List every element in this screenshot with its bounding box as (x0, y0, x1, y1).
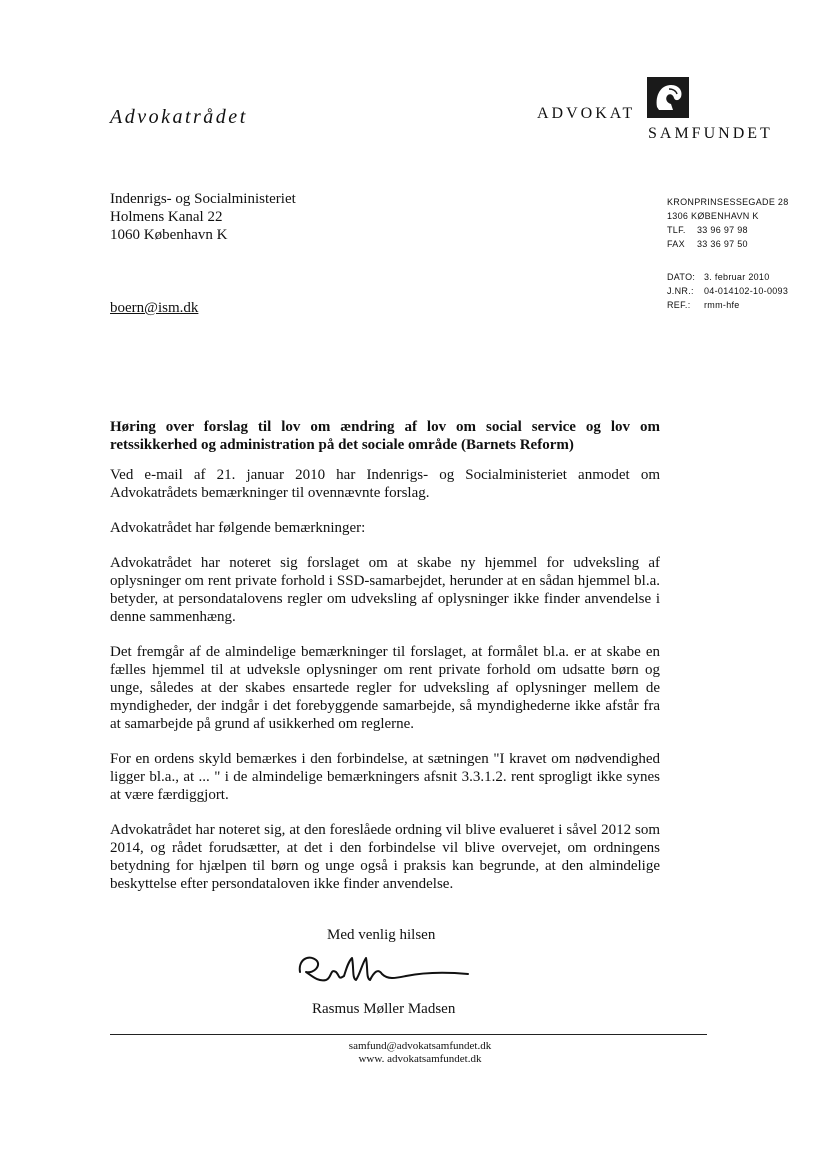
letter-paragraph: Ved e-mail af 21. januar 2010 har Indenrigs- og Socialministeriet anmodet om Advokatrådets bemærkninger til ovennævnte forslag. (110, 467, 660, 501)
jnr-value: 04-014102-10-0093 (704, 286, 789, 296)
footer-web-link[interactable]: www. advokatsamfundet.dk (358, 1053, 482, 1065)
helmeted-head-logo-icon (647, 77, 689, 118)
handwritten-signature (296, 950, 476, 992)
brand-name-line1: ADVOKAT (537, 105, 636, 122)
brand-name-line2: SAMFUNDET (648, 125, 773, 142)
phone-value: 33 96 97 98 (697, 225, 748, 235)
sender-fax-row (667, 237, 789, 251)
ref-label: REF.: (667, 300, 691, 310)
date-value: 3. februar 2010 (704, 272, 770, 282)
date-label: DATO: (667, 272, 696, 282)
fax-label: FAX (667, 239, 685, 249)
recipient-line: Holmens Kanal 22 (110, 209, 223, 225)
sender-city: 1306 KØBENHAVN K (667, 211, 759, 221)
signer-name: Rasmus Møller Madsen (312, 1001, 456, 1017)
jnr-label: J.NR.: (667, 286, 694, 296)
recipient-email-link[interactable]: boern@ism.dk (110, 300, 199, 316)
phone-label: TLF. (667, 225, 686, 235)
letter-body (110, 418, 660, 910)
letter-meta (667, 270, 788, 312)
ref-row (667, 298, 788, 312)
footer-email-link[interactable]: samfund@advokatsamfundet.dk (348, 1040, 492, 1052)
council-title: Advokatrådet (110, 106, 248, 128)
ref-value: rmm-hfe (704, 300, 740, 310)
recipient-line: 1060 København K (110, 227, 228, 243)
sender-phone-row (667, 223, 789, 237)
recipient-line: Indenrigs- og Socialministeriet (110, 191, 296, 207)
sender-street: KRONPRINSESSEGADE 28 (667, 197, 789, 207)
letter-paragraph: Advokatrådet har noteret sig, at den foreslåede ordning vil blive evalueret i såvel 2012 som 2014, og rådet forudsætter, at det i den forbindelse vil blive overvejet, om ordningens betydning for hjælpen til børn og unge også i praksis kan begrunde, at den almindelige beskyttelse efter persondataloven ikke finder anvendelse. (110, 822, 660, 892)
recipient-address (110, 190, 296, 244)
sender-address (667, 195, 789, 251)
letter-paragraph: Det fremgår af de almindelige bemærkninger til forslaget, at formålet bl.a. er at skabe en fælles hjemmel til at udveksle oplysninger om rent private forhold om udsatte børn og unge, således at der skabes ensartede regler for udveksling af oplysninger mellem de myndigheder, der indgår i det forebyggende samarbejde, så myndighederne ikke afstår fra at samarbejde på grund af usikkerhed om reglerne. (110, 644, 660, 732)
letter-paragraph: Advokatrådet har følgende bemærkninger: (110, 520, 366, 536)
footer-divider (110, 1034, 707, 1035)
closing-greeting: Med venlig hilsen (327, 927, 436, 943)
letter-paragraph: For en ordens skyld bemærkes i den forbindelse, at sætningen "I kravet om nødvendighed ligger bl.a., at ... " i de almindelige bemærkningers afsnit 3.3.1.2. rent sprogligt ikke synes at være færdiggjort. (110, 751, 660, 803)
jnr-row (667, 284, 788, 298)
date-row (667, 270, 788, 284)
letter-subject: Høring over forslag til lov om ændring af lov om social service og lov om retssikkerhed og administration på det sociale område (Barnets Reform) (110, 419, 660, 453)
footer-contact (0, 1040, 826, 1066)
letter-paragraph: Advokatrådet har noteret sig forslaget om at skabe ny hjemmel for udveksling af oplysninger om rent private forhold i SSD-samarbejdet, herunder at en sådan hjemmel bl.a. betyder, at persondatalovens regler om udveksling af oplysninger ikke finder anvendelse i denne sammenhæng. (110, 555, 660, 625)
fax-value: 33 36 97 50 (697, 239, 748, 249)
